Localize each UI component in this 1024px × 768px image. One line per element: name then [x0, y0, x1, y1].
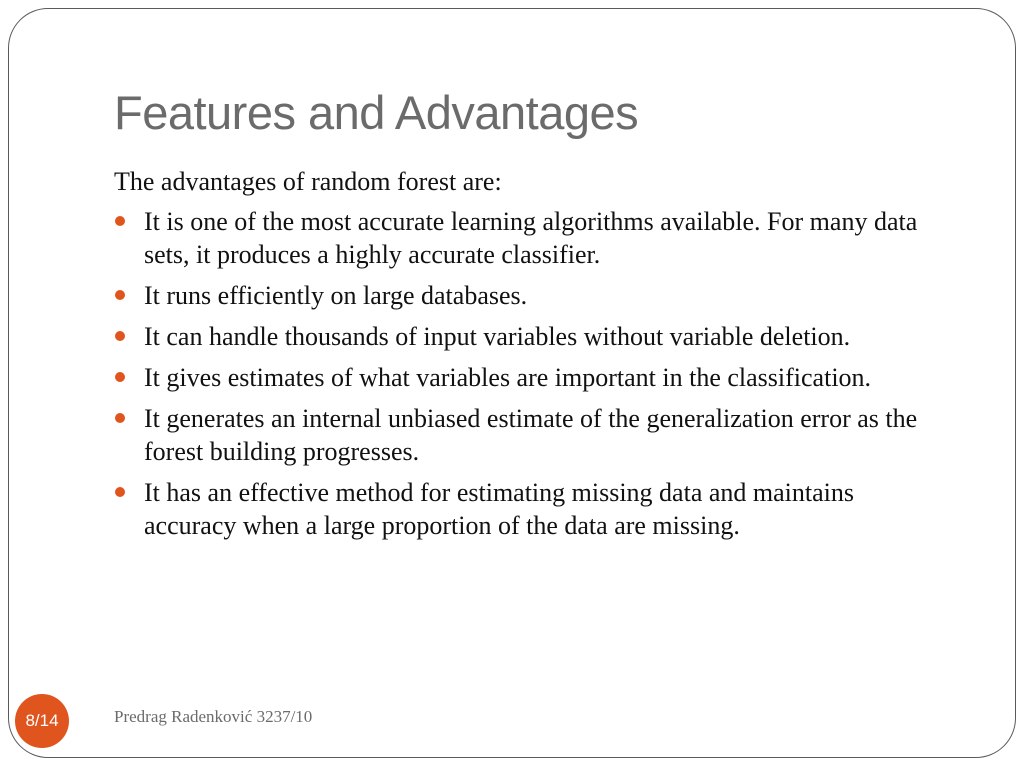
bullet-text: It gives estimates of what variables are important in the classification.: [144, 363, 872, 392]
bullet-text: It has an effective method for estimating missing data and maintains accuracy when a large proportion of the data are missing.: [144, 478, 854, 540]
bullet-dot-icon: [115, 372, 125, 382]
bullet-text: It can handle thousands of input variables without variable deletion.: [144, 322, 851, 351]
bullet-text: It generates an internal unbiased estimate of the generalization error as the forest building progresses.: [144, 404, 918, 466]
bullet-item: [114, 205, 934, 271]
bullet-item: [114, 361, 934, 394]
bullet-item: [114, 402, 934, 468]
bullet-dot-icon: [115, 413, 125, 423]
bullet-text: It runs efficiently on large databases.: [144, 281, 528, 310]
bullet-dot-icon: [115, 331, 125, 341]
page-number: 8/14: [25, 711, 59, 730]
bullet-item: [114, 279, 934, 312]
page-number-badge: [15, 694, 69, 748]
bullet-item: [114, 320, 934, 353]
bullet-list: [114, 205, 934, 542]
bullet-dot-icon: [115, 290, 125, 300]
bullet-dot-icon: [115, 487, 125, 497]
bullet-item: [114, 476, 934, 542]
footer-author: Predrag Radenković 3237/10: [114, 707, 313, 726]
slide-title: Features and Advantages: [114, 86, 639, 139]
bullet-text: It is one of the most accurate learning algorithms available. For many data sets, it produces a highly accurate classifier.: [144, 207, 918, 269]
bullet-dot-icon: [115, 216, 125, 226]
slide-body: [114, 165, 934, 550]
intro-text: The advantages of random forest are:: [114, 167, 502, 196]
